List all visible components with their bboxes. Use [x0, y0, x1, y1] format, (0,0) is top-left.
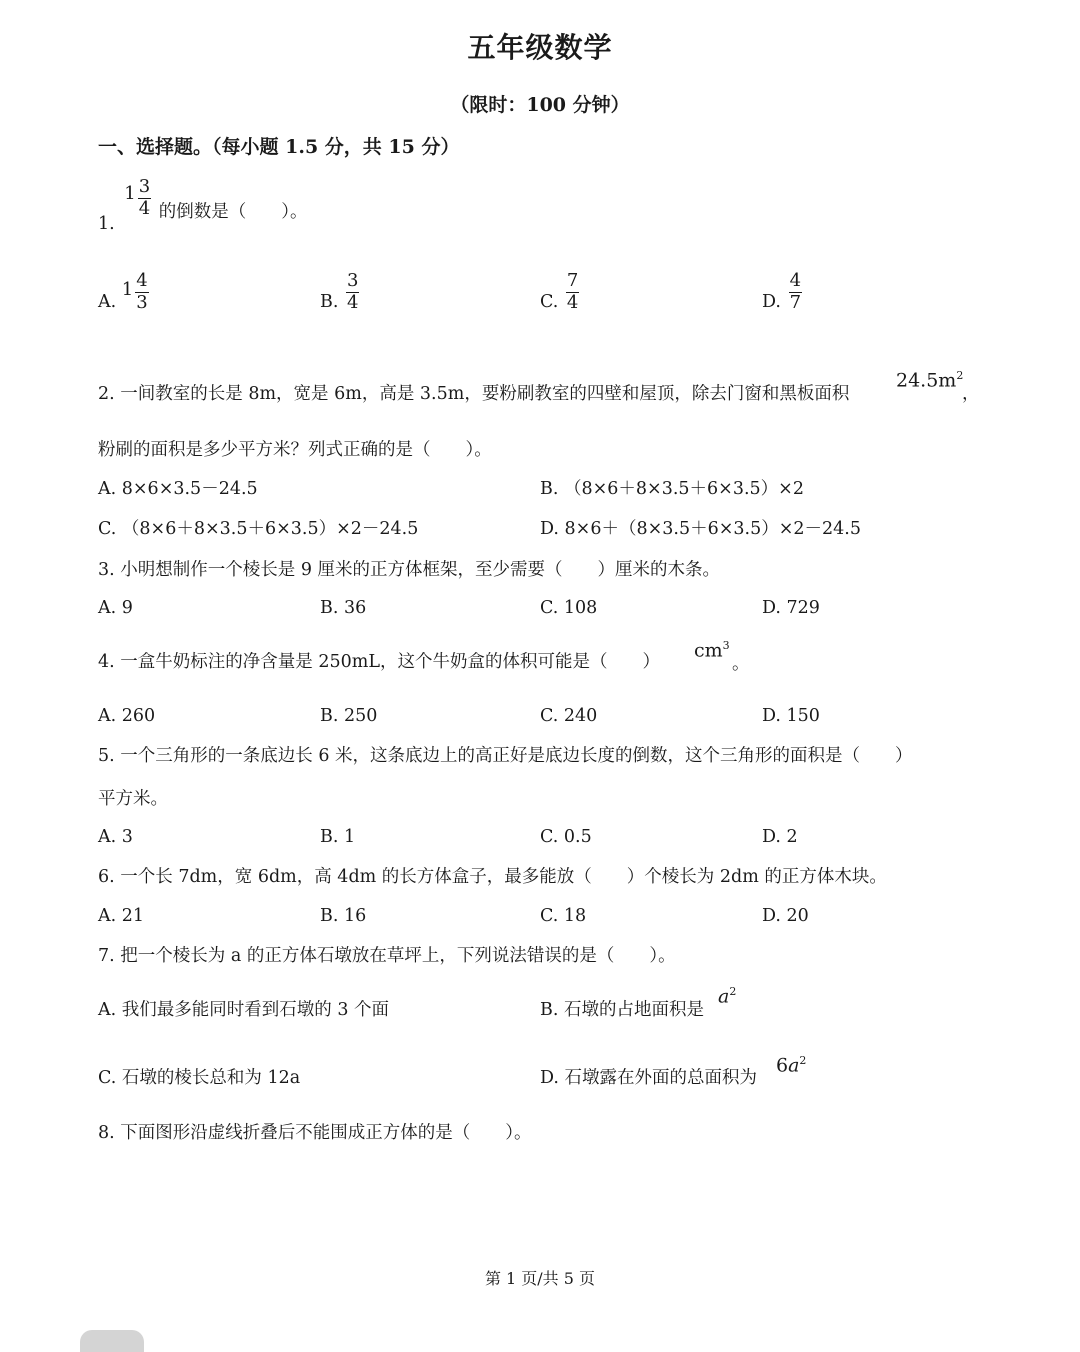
numerator: 3: [138, 176, 151, 197]
page-number: 第 1 页/共 5 页: [484, 1269, 596, 1288]
option-c[interactable]: C. 108: [540, 598, 598, 618]
option-c[interactable]: C. 18: [540, 906, 587, 926]
question-8: 8. 下面图形沿虚线折叠后不能围成正方体的是（ ）。: [98, 1123, 532, 1143]
denominator: 4: [347, 291, 359, 313]
option-label: C.: [540, 291, 559, 312]
option-label: D.: [762, 291, 781, 312]
option-b[interactable]: B. 1: [320, 827, 356, 847]
section-heading: 一、选择题。（每小题 1.5 分，共 15 分）: [98, 136, 460, 158]
time-limit: （限时：100 分钟）: [450, 94, 630, 116]
option-a[interactable]: A. 我们最多能同时看到石墩的 3 个面: [98, 1000, 390, 1020]
option-b[interactable]: B. 16: [320, 906, 367, 926]
mixed-fraction: [124, 178, 153, 219]
denominator: 4: [138, 197, 151, 219]
option-b[interactable]: B. （8×6＋8×3.5＋6×3.5）×2: [540, 479, 804, 499]
question-3: 3. 小明想制作一个棱长是 9 厘米的正方体框架，至少需要（ ）厘米的木条。: [98, 560, 721, 580]
question-text: 2. 一间教室的长是 8m，宽是 6m，高是 3.5m，要粉刷教室的四壁和屋顶，除去门窗和黑板面积: [98, 384, 850, 404]
option-d[interactable]: D. 20: [762, 906, 809, 926]
area-number: 24.5m: [896, 369, 957, 392]
option-a[interactable]: A. 3: [98, 827, 133, 847]
variable: a: [788, 1054, 800, 1077]
question-number: 1.: [98, 214, 115, 235]
option-c[interactable]: [540, 272, 581, 313]
fraction: [135, 272, 148, 313]
option-b[interactable]: B. 36: [320, 598, 367, 618]
fraction: [138, 178, 151, 219]
option-d[interactable]: D. 8×6＋（8×3.5＋6×3.5）×2－24.5: [540, 519, 861, 539]
surface-expression: [776, 1055, 806, 1075]
numerator: 3: [347, 270, 359, 291]
denominator: 3: [136, 291, 148, 313]
area-value: [896, 370, 963, 390]
unit-exponent: 3: [722, 639, 730, 652]
option-d[interactable]: D. 729: [762, 598, 820, 618]
option-c[interactable]: C. （8×6＋8×3.5＋6×3.5）×2－24.5: [98, 519, 419, 539]
fraction-whole: 1: [121, 279, 134, 301]
option-a[interactable]: A. 260: [98, 706, 156, 726]
question-4-end: 。: [732, 654, 750, 674]
question-7: 7. 把一个棱长为 a 的正方体石墩放在草坪上，下列说法错误的是（ ）。: [98, 946, 676, 966]
area-expression: [718, 986, 736, 1006]
volume-unit: [694, 640, 730, 660]
question-2-comma: ，: [962, 384, 980, 404]
fraction-whole: 1: [124, 183, 136, 205]
option-text: B. 石墩的占地面积是: [540, 1000, 704, 1020]
area-exponent: 2: [956, 369, 964, 382]
numerator: 7: [566, 270, 579, 291]
variable: a: [718, 985, 730, 1008]
option-a[interactable]: A. 8×6×3.5－24.5: [98, 479, 258, 499]
option-b[interactable]: [320, 272, 361, 313]
question-6: 6. 一个长 7dm，宽 6dm，高 4dm 的长方体盒子，最多能放（ ）个棱长为 2dm 的正方体木块。: [98, 867, 887, 887]
question-5-line-1: 5. 一个三角形的一条底边长 6 米，这条底边上的高正好是底边长度的倒数，这个三角形的面积是（ ）: [98, 746, 913, 766]
question-2-line-1: [98, 386, 849, 404]
exponent: 2: [799, 1054, 807, 1067]
numerator: 4: [789, 270, 802, 291]
option-d[interactable]: D. 2: [762, 827, 798, 847]
fraction: [566, 272, 579, 313]
exponent: 2: [729, 985, 737, 998]
option-a[interactable]: [98, 272, 151, 313]
option-c[interactable]: C. 0.5: [540, 827, 592, 847]
fraction: [346, 272, 359, 313]
unit-text: cm: [694, 639, 723, 662]
denominator: 4: [566, 291, 579, 313]
mixed-fraction: [122, 272, 151, 313]
option-a[interactable]: A. 21: [98, 906, 145, 926]
option-c[interactable]: C. 240: [540, 706, 598, 726]
page-title: 五年级数学: [467, 31, 613, 64]
question-1: [98, 176, 308, 235]
coefficient: 6: [776, 1054, 789, 1077]
denominator: 7: [789, 291, 802, 313]
option-d[interactable]: D. 150: [762, 706, 820, 726]
floating-handle[interactable]: [80, 1330, 144, 1352]
question-5-line-2: 平方米。: [98, 789, 168, 809]
fraction: [789, 272, 802, 313]
option-b[interactable]: [540, 1002, 704, 1020]
option-label: A.: [98, 292, 117, 313]
question-4: 4. 一盒牛奶标注的净含量是 250mL，这个牛奶盒的体积可能是（ ）: [98, 652, 660, 672]
option-d[interactable]: [540, 1070, 757, 1088]
option-c[interactable]: C. 石墩的棱长总和为 12a: [98, 1068, 301, 1088]
option-a[interactable]: A. 9: [98, 598, 133, 618]
option-label: B.: [320, 291, 339, 312]
option-d[interactable]: [762, 272, 804, 313]
option-b[interactable]: B. 250: [320, 706, 378, 726]
numerator: 4: [136, 270, 148, 291]
question-2-line-2: 粉刷的面积是多少平方米？列式正确的是（ ）。: [98, 440, 492, 460]
question-text: 的倒数是（ ）。: [158, 202, 308, 223]
option-text: D. 石墩露在外面的总面积为: [540, 1068, 758, 1088]
